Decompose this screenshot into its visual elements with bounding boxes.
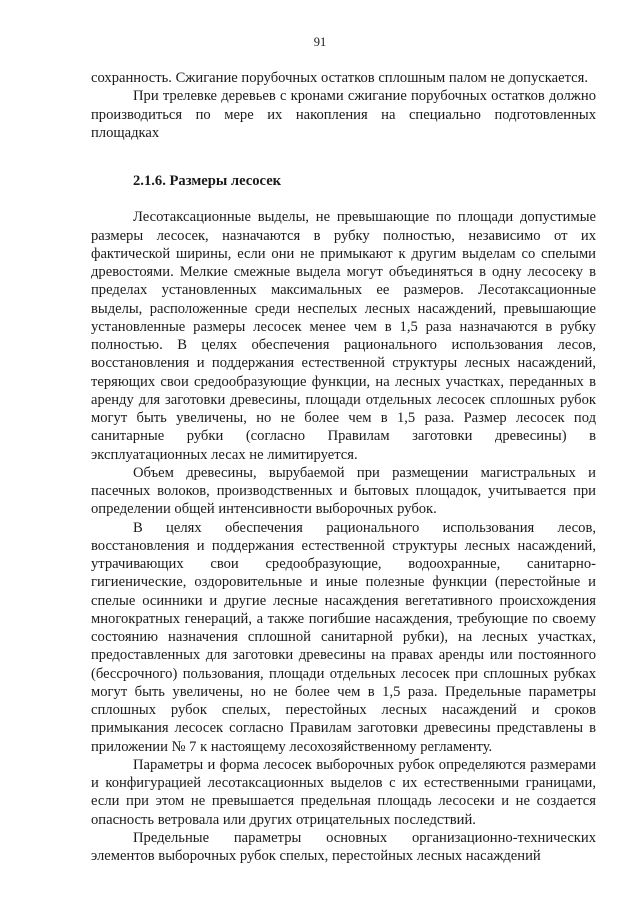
paragraph: Объем древесины, вырубаемой при размещении магистральных и пасечных волоков, производственных и бытовых площадок, учитывается при определении общей интенсивности выборочных рубок. [91, 464, 596, 518]
page-body [91, 69, 596, 865]
paragraph: В целях обеспечения рационального использования лесов, восстановления и поддержания естественной структуры лесных насаждений, утрачивающих свои средообразующие, водоохранные, санитарно-гигиенические, оздоровительные и иные полезные функции (перестойные и спелые осинники и другие лесные насаждения вегетативного происхождения многократных генераций, а также погибшие насаждения, требующие по своему состоянию назначения сплошной санитарной рубки), на лесных участках, предоставленных для заготовки древесины на правах аренды или постоянного (бессрочного) пользования, площади отдельных лесосек при сплошных рубках могут быть увеличены, но не более чем в 1,5 раза. Предельные параметры сплошных рубок спелых, перестойных лесных насаждений и сроков примыкания лесосек согласно Правилам заготовки древесины представлены в приложении № 7 к настоящему лесохозяйственному регламенту. [91, 519, 596, 755]
paragraph-continued: сохранность. Сжигание порубочных остатков сплошным палом не допускается. [91, 70, 588, 86]
paragraph: Предельные параметры основных организационно-технических элементов выборочных рубок спелых, перестойных лесных насаждений [91, 829, 596, 864]
paragraph: Параметры и форма лесосек выборочных рубок определяются размерами и конфигурацией лесотаксационных выделов с их естественными границами, если при этом не превышается предельная площадь лесосеки и не создается опасность ветровала или других отрицательных последствий. [91, 756, 596, 828]
section-heading: 2.1.6. Размеры лесосек [133, 173, 282, 189]
page-number: 91 [313, 35, 327, 49]
paragraph: Лесотаксационные выделы, не превышающие по площади допустимые размеры лесосек, назначаются в рубку полностью, независимо от их фактической ширины, если они не примыкают к другим выделам со спелыми древостоями. Мелкие смежные выдела могут объединяться в одну лесосеку в пределах установленных максимальных ее размеров. Лесотаксационные выделы, расположенные среди неспелых лесных насаждений, превышающие установленные размеры лесосек менее чем в 1,5 раза назначаются в рубку полностью. В целях обеспечения рационального использования лесов, восстановления и поддержания естественной структуры лесных насаждений, теряющих свои средообразующие функции, на лесных участках, переданных в аренду для заготовки древесины, площади отдельных лесосек сплошных рубок могут быть увеличены, но не более чем в 1,5 раза. Размер лесосек под санитарные рубки (согласно Правилам заготовки древесины) в эксплуатационных лесах не лимитируется. [91, 209, 596, 463]
paragraph: При трелевке деревьев с кронами сжигание порубочных остатков должно производиться по мере их накопления на специально подготовленных площадках [91, 88, 596, 141]
